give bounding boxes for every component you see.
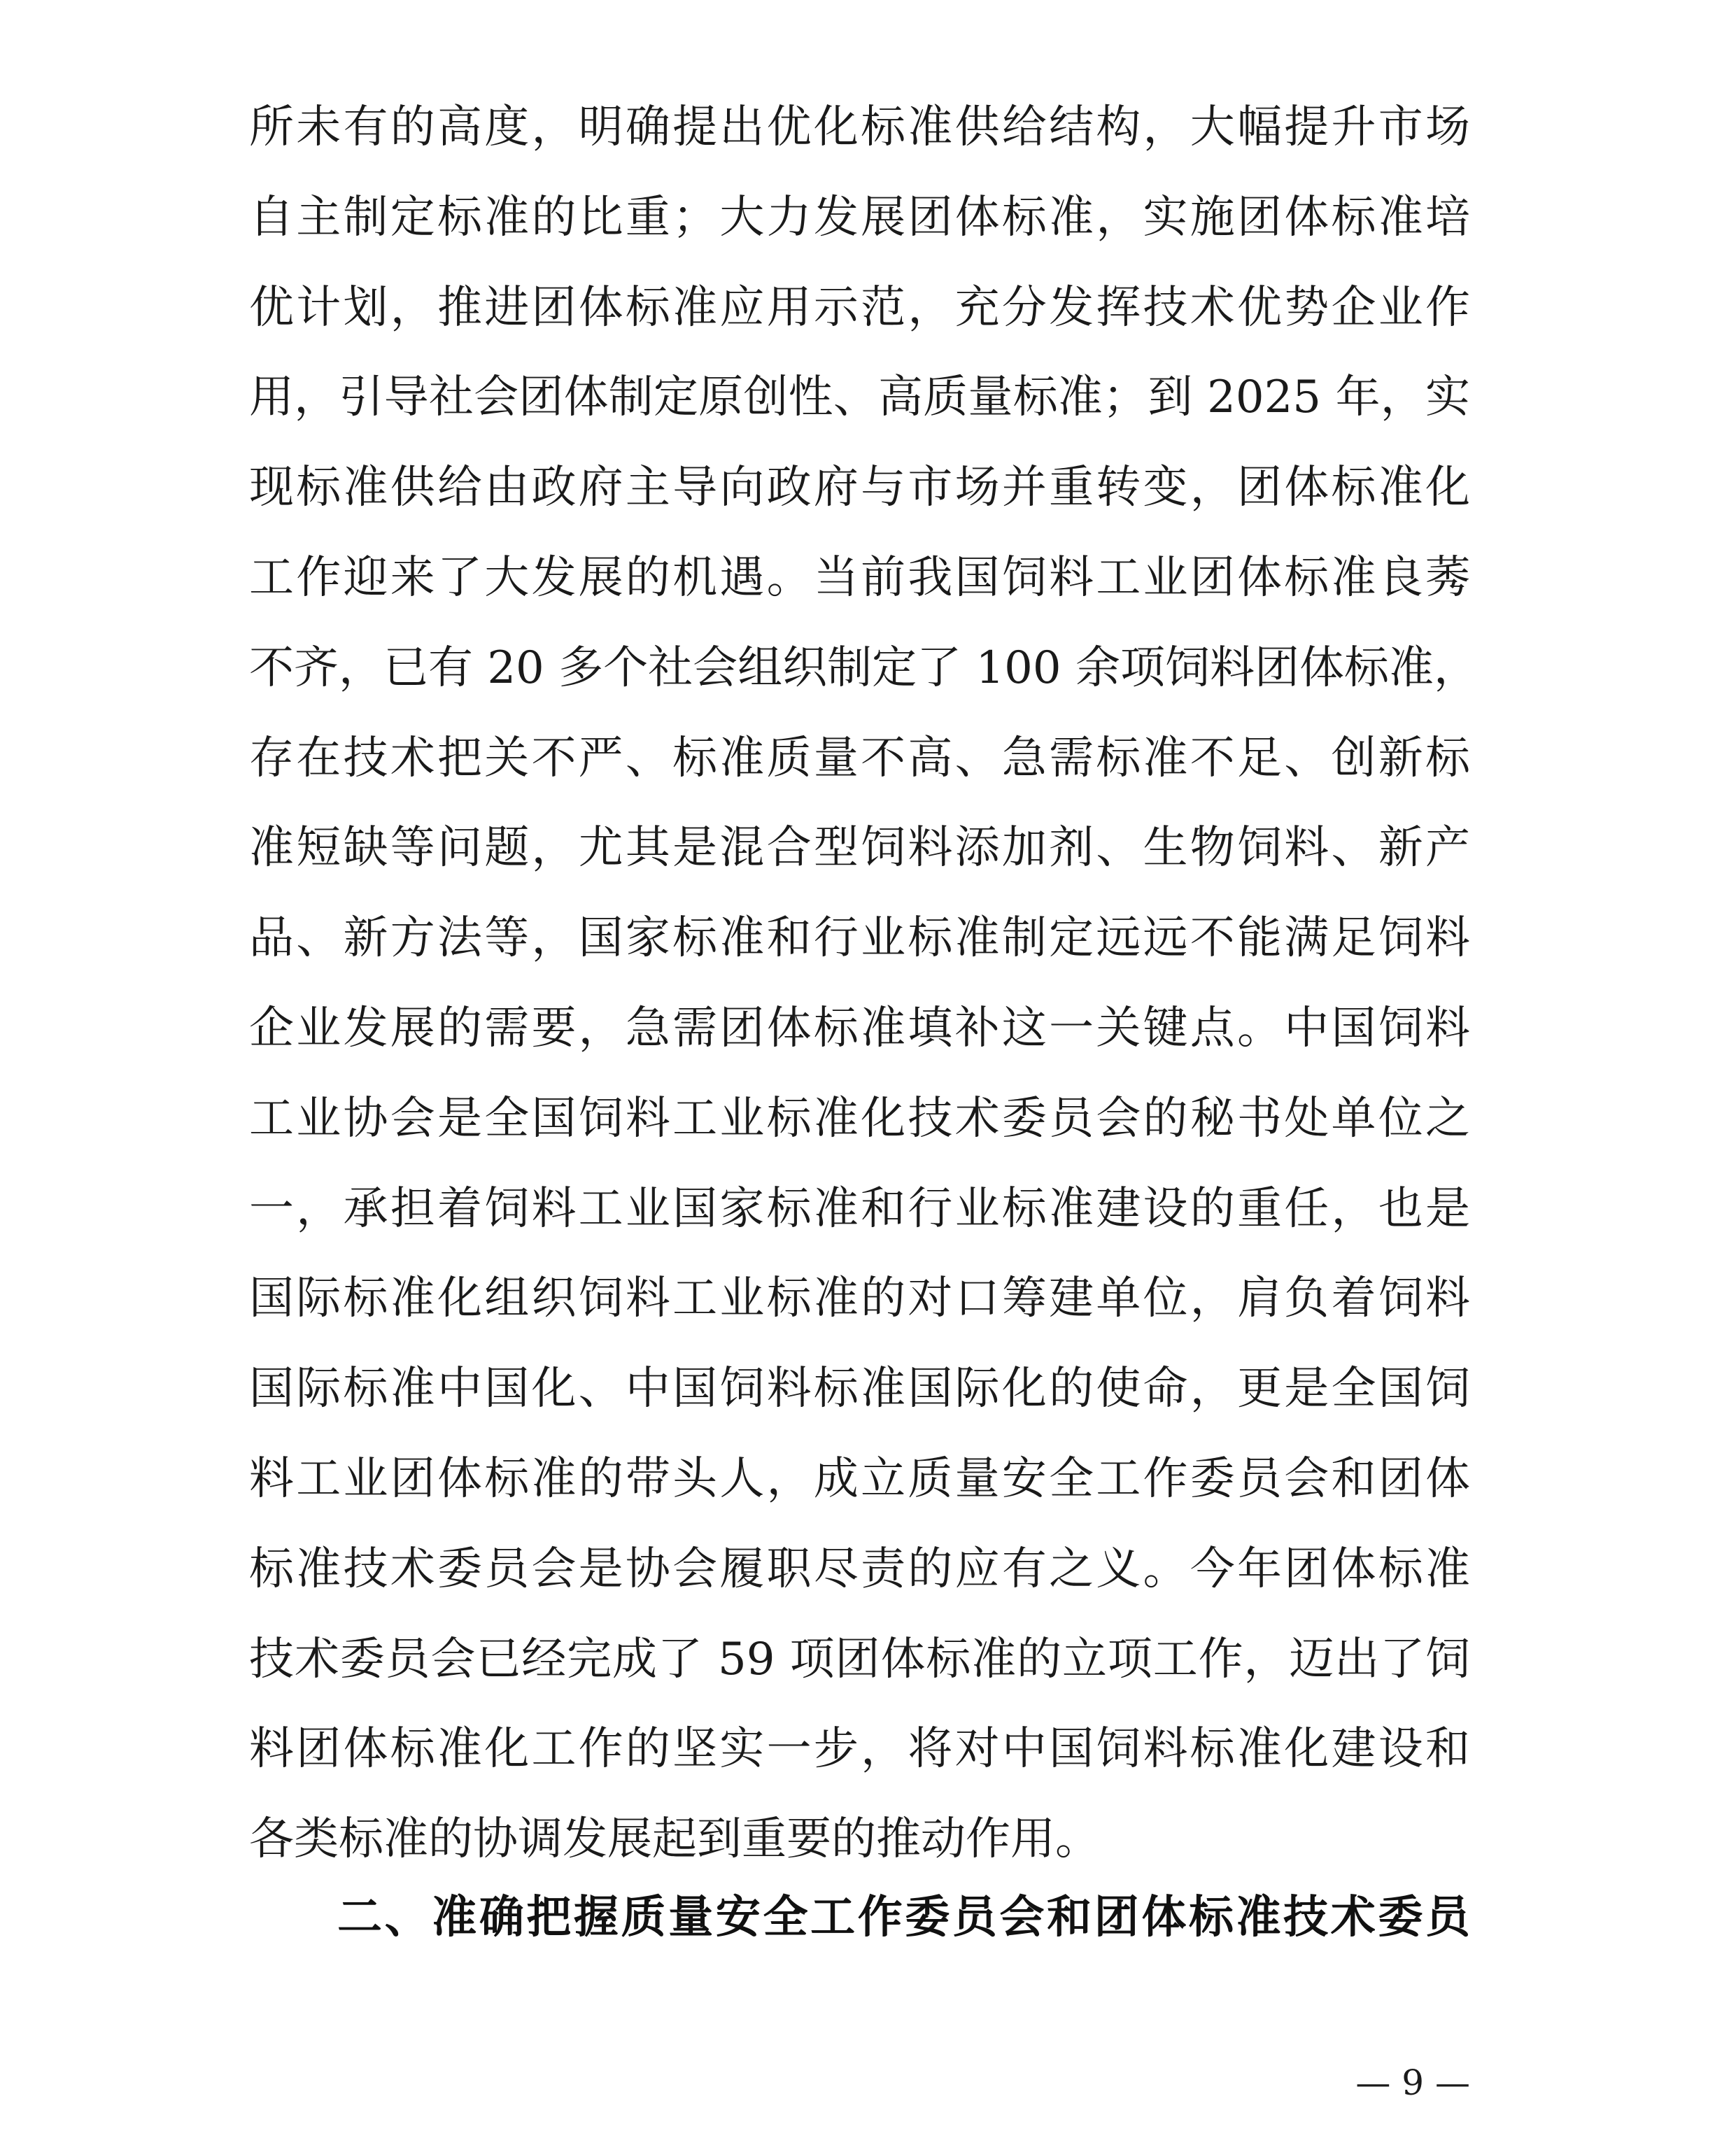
text-line: 工作迎来了大发展的机遇。当前我国饲料工业团体标准良莠 [249,551,1470,604]
text-line: 自主制定标准的比重；大力发展团体标准，实施团体标准培 [249,191,1470,243]
text-line: 企业发展的需要，急需团体标准填补这一关键点。中国饲料 [249,1002,1470,1054]
text-line: 存在技术把关不严、标准质量不高、急需标准不足、创新标 [249,732,1470,784]
body-paragraph [249,83,1479,1885]
text-line: 所未有的高度，明确提出优化标准供给结构，大幅提升市场 [249,101,1470,153]
page-number: — 9 — [1355,2062,1470,2103]
text-line: 国际标准中国化、中国饲料标准国际化的使命，更是全国饲 [249,1363,1470,1415]
text-line: 用，引导社会团体制定原创性、高质量标准；到 2025 年，实 [249,371,1470,424]
text-line: 技术委员会已经完成了 59 项团体标准的立项工作，迈出了饲 [249,1633,1470,1685]
text-line: 工业协会是全国饲料工业标准化技术委员会的秘书处单位之 [249,1092,1470,1145]
text-line: 各类标准的协调发展起到重要的推动作用。 [249,1813,1100,1866]
text-line: 料工业团体标准的带头人，成立质量安全工作委员会和团体 [249,1452,1470,1505]
text-line: 标准技术委员会是协会履职尽责的应有之义。今年团体标准 [249,1543,1470,1595]
text-line: 优计划，推进团体标准应用示范，充分发挥技术优势企业作 [249,281,1470,334]
text-line: 品、新方法等，国家标准和行业标准制定远远不能满足饲料 [249,912,1470,965]
text-line: 料团体标准化工作的坚实一步，将对中国饲料标准化建设和 [249,1723,1470,1776]
text-line: 不齐，已有 20 多个社会组织制定了 100 余项饲料团体标准， [249,642,1479,694]
text-line: 现标准供给由政府主导向政府与市场并重转变，团体标准化 [249,462,1470,514]
section-heading: 二、准确把握质量安全工作委员会和团体标准技术委员 [337,1892,1470,1944]
text-line: 一，承担着饲料工业国家标准和行业标准建设的重任，也是 [249,1182,1470,1235]
text-line: 准短缺等问题，尤其是混合型饲料添加剂、生物饲料、新产 [249,822,1470,875]
text-line: 国际标准化组织饲料工业标准的对口筹建单位，肩负着饲料 [249,1273,1470,1325]
